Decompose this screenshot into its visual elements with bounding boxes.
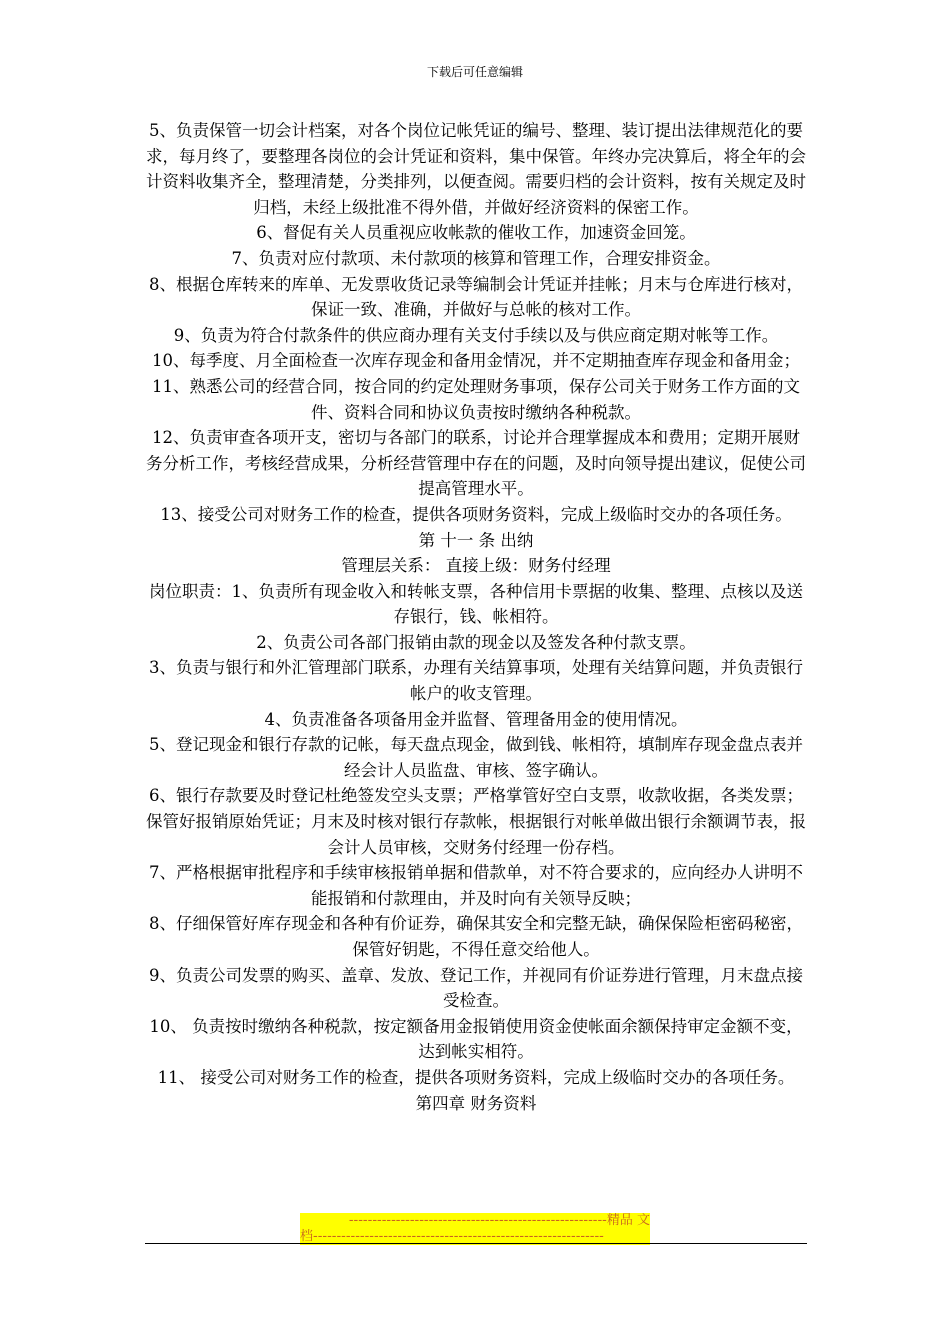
paragraph: 11、熟悉公司的经营合同，按合同的约定处理财务事项，保存公司关于财务工作方面的文件、资料合同和协议负责按时缴纳各种税款。 <box>152 376 800 422</box>
paragraph: 9、负责为符合付款条件的供应商办理有关支付手续以及与供应商定期对帐等工作。 <box>173 325 779 345</box>
paragraph: 8、仔细保管好库存现金和各种有价证券，确保其安全和完整无缺，确保保险柜密码秘密，保管好钥匙，不得任意交给他人。 <box>149 914 803 959</box>
paragraph: 4、负责准备各项备用金并监督、管理备用金的使用情况。 <box>264 709 688 729</box>
paragraph: 10、 负责按时缴纳各种税款，按定额备用金报销使用资金使帐面余额保持审定金额不变，达到帐实相符。 <box>149 1016 803 1062</box>
paragraph: 5、登记现金和银行存款的记帐，每天盘点现金，做到钱、帐相符，填制库存现金盘点表并经会计人员监盘、审核、签字确认。 <box>149 735 803 780</box>
paragraph: 2、负责公司各部门报销由款的现金以及签发各种付款支票。 <box>256 632 696 652</box>
footer-rule <box>145 1243 807 1244</box>
document-body <box>145 118 807 1116</box>
paragraph: 10、每季度、月全面检查一次库存现金和备用金情况，并不定期抽查库存现金和备用金； <box>152 351 800 371</box>
page-header: 下载后可任意编辑 <box>426 65 523 79</box>
paragraph: 3、负责与银行和外汇管理部门联系，办理有关结算事项，处理有关结算问题，并负责银行帐户的收支管理。 <box>149 658 803 704</box>
paragraph: 管理层关系： 直接上级：财务付经理 <box>341 556 611 576</box>
paragraph: 6、银行存款要及时登记杜绝签发空头支票；严格掌管好空白支票，收款收据，各类发票；保管好报销原始凭证；月末及时核对银行存款帐，根据银行对帐单做出银行余额调节表，报会计人员审核，交财务付经理一份存档。 <box>146 786 806 857</box>
paragraph: 6、督促有关人员重视应收帐款的催收工作，加速资金回笼。 <box>256 223 696 243</box>
footer-banner-line: -------------------------------------------------------精品 文 <box>348 1213 650 1228</box>
paragraph: 7、严格根据审批程序和手续审核报销单据和借款单，对不符合要求的，应向经办人讲明不能报销和付款理由，并及时向有关领导反映； <box>149 863 803 908</box>
chapter-heading: 第四章 财务资料 <box>415 1093 537 1113</box>
footer-banner <box>300 1213 650 1245</box>
paragraph: 9、负责公司发票的购买、盖章、发放、登记工作，并视同有价证券进行管理，月末盘点接受检查。 <box>149 965 803 1011</box>
section-heading: 第 十一 条 出纳 <box>418 530 534 550</box>
paragraph: 5、负责保管一切会计档案，对各个岗位记帐凭证的编号、整理、装订提出法律规范化的要求，每月终了，要整理各岗位的会计凭证和资料，集中保管。年终办完决算后，将全年的会计资料收集齐全，整理清楚，分类排列，以便查阅。需要归档的会计资料，按有关规定及时归档，未经上级批准不得外借，并做好经济资料的保密工作。 <box>146 121 806 217</box>
paragraph: 7、负责对应付款项、未付款项的核算和管理工作，合理安排资金。 <box>231 248 721 268</box>
paragraph: 8、根据仓库转来的库单、无发票收货记录等编制会计凭证并挂帐；月末与仓库进行核对，保证一致、准确，并做好与总帐的核对工作。 <box>149 274 803 320</box>
paragraph: 岗位职责：1、负责所有现金收入和转帐支票，各种信用卡票据的收集、整理、点核以及送存银行，钱、帐相符。 <box>149 581 803 627</box>
paragraph: 13、接受公司对财务工作的检查，提供各项财务资料，完成上级临时交办的各项任务。 <box>160 504 792 524</box>
paragraph: 11、 接受公司对财务工作的检查，提供各项财务资料，完成上级临时交办的各项任务。 <box>157 1067 795 1087</box>
footer-banner-line: 档-------------------------------------------------------------- <box>300 1229 604 1244</box>
paragraph: 12、负责审查各项开支，密切与各部门的联系，讨论并合理掌握成本和费用；定期开展财务分析工作，考核经营成果，分析经营管理中存在的问题，及时向领导提出建议，促使公司提高管理水平。 <box>146 428 806 499</box>
